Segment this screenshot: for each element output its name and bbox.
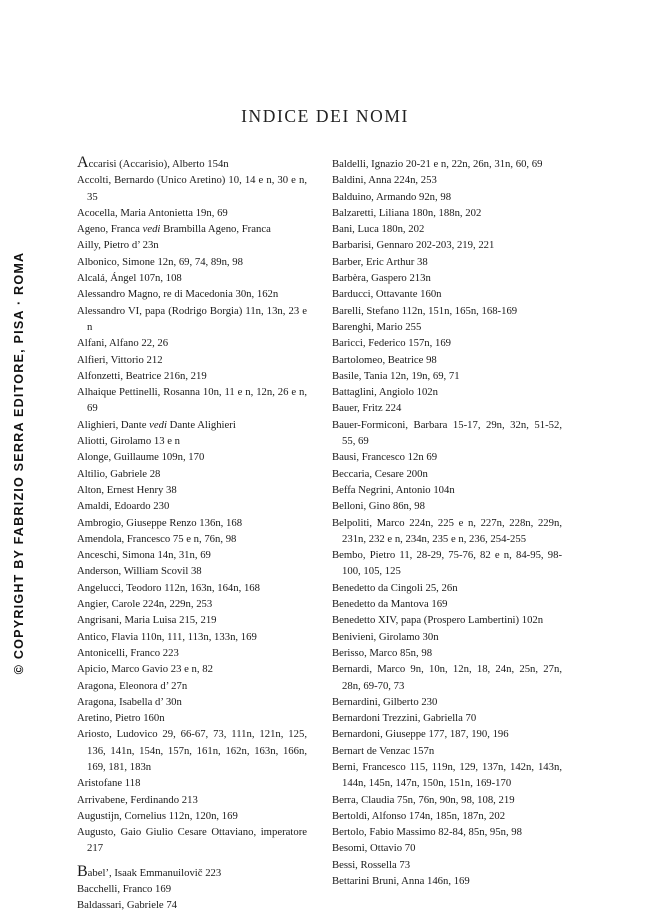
index-entry: Aristofane 118 (77, 777, 141, 790)
index-entry: Arrivabene, Ferdinando 213 (77, 793, 198, 806)
index-entry: Benedetto XIV, papa (Prospero Lambertini) 102n (332, 614, 544, 627)
section-initial-letter: A (77, 154, 89, 171)
index-entry-text: abel’, Isaak Emmanuilovič 223 (87, 866, 222, 879)
index-entry: Bembo, Pietro 11, 28-29, 75-76, 82 e n, 84-95, 98-100, 105, 125 (332, 549, 562, 578)
index-entry: Basile, Tania 12n, 19n, 69, 71 (332, 369, 460, 382)
index-entry: Barenghi, Mario 255 (332, 320, 422, 333)
index-entry: Bauer, Fritz 224 (332, 402, 402, 415)
index-entry: Aliotti, Girolamo 13 e n (77, 435, 181, 448)
index-entry: Antico, Flavia 110n, 111, 113n, 133n, 169 (77, 630, 257, 643)
index-entry (77, 862, 307, 881)
index-entry: Ageno, Franca vedi Brambilla Ageno, Franca (77, 223, 271, 236)
index-column-left (77, 156, 307, 914)
index-entry: Bernardini, Gilberto 230 (332, 695, 438, 708)
index-entry: Angelucci, Teodoro 112n, 163n, 164n, 168 (77, 581, 260, 594)
page-title: INDICE DEI NOMI (241, 106, 409, 126)
index-entry: Alhaique Pettinelli, Rosanna 10n, 11 e n, 12n, 26 e n, 69 (77, 386, 307, 415)
index-entry: Augusto, Gaio Giulio Cesare Ottaviano, imperatore 217 (77, 826, 307, 855)
index-entry: Bessi, Rossella 73 (332, 858, 411, 871)
index-entry: Aretino, Pietro 160n (77, 712, 165, 725)
index-entry: Altilio, Gabriele 28 (77, 467, 161, 480)
section-initial-letter: B (77, 862, 88, 880)
index-entry: Benedetto da Cingoli 25, 26n (332, 581, 458, 594)
index-entry: Beffa Negrini, Antonio 104n (332, 483, 455, 496)
index-entry: Bauer-Formiconi, Barbara 15-17, 29n, 32n, 51-52, 55, 69 (332, 418, 562, 448)
index-entry: Barbèra, Gaspero 213n (332, 272, 431, 285)
index-entry: Amendola, Francesco 75 e n, 76n, 98 (77, 532, 237, 545)
index-entry: Barber, Eric Arthur 38 (332, 255, 428, 268)
index-entry: Bertoldi, Alfonso 174n, 185n, 187n, 202 (332, 809, 506, 822)
index-entry: Benivieni, Girolamo 30n (332, 630, 439, 643)
index-entry: Alfieri, Vittorio 212 (77, 353, 163, 366)
index-entry: Berisso, Marco 85n, 98 (332, 646, 433, 659)
index-entry: Aragona, Eleonora d’ 27n (77, 679, 188, 692)
index-entry (77, 156, 307, 172)
index-entry: Bernart de Venzac 157n (332, 744, 435, 757)
index-column-right (332, 156, 562, 889)
index-entry: Baldassari, Gabriele 74 (77, 899, 178, 912)
index-entry: Berra, Claudia 75n, 76n, 90n, 98, 108, 219 (332, 793, 515, 806)
index-entry: Balduino, Armando 92n, 98 (332, 190, 452, 203)
letter-section-gap (77, 857, 307, 865)
index-entry: Berni, Francesco 115, 119n, 129, 137n, 142n, 143n, 144n, 145n, 147n, 150n, 151n, 169-170 (332, 760, 562, 790)
index-entry: Barbarisi, Gennaro 202-203, 219, 221 (332, 239, 495, 252)
copyright-notice (11, 222, 27, 704)
index-entry: Bernardi, Marco 9n, 10n, 12n, 18, 24n, 25n, 27n, 28n, 69-70, 73 (332, 663, 562, 692)
index-entry: Baricci, Federico 157n, 169 (332, 337, 452, 350)
cross-reference-marker: vedi (142, 223, 161, 236)
index-entry: Besomi, Ottavio 70 (332, 842, 416, 855)
index-entry: Bernardoni Trezzini, Gabriella 70 (332, 712, 477, 725)
index-entry: Antonicelli, Franco 223 (77, 646, 179, 659)
index-entry: Bettarini Bruni, Anna 146n, 169 (332, 875, 470, 888)
index-entry: Augustijn, Cornelius 112n, 120n, 169 (77, 809, 238, 822)
index-entry: Alfonzetti, Beatrice 216n, 219 (77, 369, 207, 382)
index-entry: Angier, Carole 224n, 229n, 253 (77, 598, 213, 611)
cross-reference-marker: vedi (149, 418, 167, 431)
index-entry: Angrisani, Maria Luisa 215, 219 (77, 614, 217, 627)
index-entry: Alighieri, Dante vedi Dante Alighieri (77, 418, 236, 431)
index-entry: Alcalá, Ángel 107n, 108 (77, 272, 182, 285)
index-entry: Bartolomeo, Beatrice 98 (332, 353, 437, 366)
index-entry: Bernardoni, Giuseppe 177, 187, 190, 196 (332, 728, 509, 741)
index-entry: Accolti, Bernardo (Unico Aretino) 10, 14 e n, 30 e n, 35 (77, 174, 307, 203)
index-entry: Bertolo, Fabio Massimo 82-84, 85n, 95n, 98 (332, 826, 522, 839)
index-entry: Bacchelli, Franco 169 (77, 883, 172, 896)
index-entry: Alton, Ernest Henry 38 (77, 483, 177, 496)
index-entry: Alfani, Alfano 22, 26 (77, 337, 169, 350)
index-entry: Belloni, Gino 86n, 98 (332, 500, 425, 513)
index-entry: Alonge, Guillaume 109n, 170 (77, 451, 205, 464)
index-entry: Apicio, Marco Gavio 23 e n, 82 (77, 663, 213, 676)
index-entry: Barducci, Ottavante 160n (332, 288, 442, 301)
index-entry: Aragona, Isabella d’ 30n (77, 695, 182, 708)
index-entry: Alessandro VI, papa (Rodrigo Borgia) 11n, 13n, 23 e n (77, 304, 307, 333)
copyright-text: © COPYRIGHT BY FABRIZIO SERRA EDITORE, PISA · ROMA (12, 251, 26, 675)
index-entry: Acocella, Maria Antonietta 19n, 69 (77, 206, 228, 219)
index-entry: Alessandro Magno, re di Macedonia 30n, 162n (77, 288, 279, 301)
index-entry: Anceschi, Simona 14n, 31n, 69 (77, 549, 211, 562)
index-entry: Bani, Luca 180n, 202 (332, 223, 425, 236)
index-entry: Beccaria, Cesare 200n (332, 467, 428, 480)
index-entry: Benedetto da Mantova 169 (332, 598, 448, 611)
index-entry: Belpoliti, Marco 224n, 225 e n, 227n, 228n, 229n, 231n, 232 e n, 234n, 235 e n, 236, 254-255 (332, 516, 562, 545)
index-entry: Amaldi, Edoardo 230 (77, 500, 170, 513)
index-entry: Balzaretti, Liliana 180n, 188n, 202 (332, 206, 482, 219)
index-entry: Battaglini, Angiolo 102n (332, 386, 438, 399)
index-entry: Anderson, William Scovil 38 (77, 565, 202, 578)
index-entry-text: ccarisi (Accarisio), Alberto 154n (88, 158, 229, 170)
index-entry: Albonico, Simone 12n, 69, 74, 89n, 98 (77, 255, 243, 268)
index-entry: Bausi, Francesco 12n 69 (332, 451, 438, 464)
index-entry: Ariosto, Ludovico 29, 66-67, 73, 111n, 121n, 125, 136, 141n, 154n, 157n, 161n, 162n, 163n, 166n, 169, 181, 183n (77, 728, 307, 773)
index-entry: Ambrogio, Giuseppe Renzo 136n, 168 (77, 516, 243, 529)
index-entry: Baldini, Anna 224n, 253 (332, 174, 437, 187)
index-entry: Baldelli, Ignazio 20-21 e n, 22n, 26n, 31n, 60, 69 (332, 158, 543, 170)
index-entry: Ailly, Pietro d’ 23n (77, 239, 159, 252)
index-entry: Barelli, Stefano 112n, 151n, 165n, 168-169 (332, 304, 518, 317)
